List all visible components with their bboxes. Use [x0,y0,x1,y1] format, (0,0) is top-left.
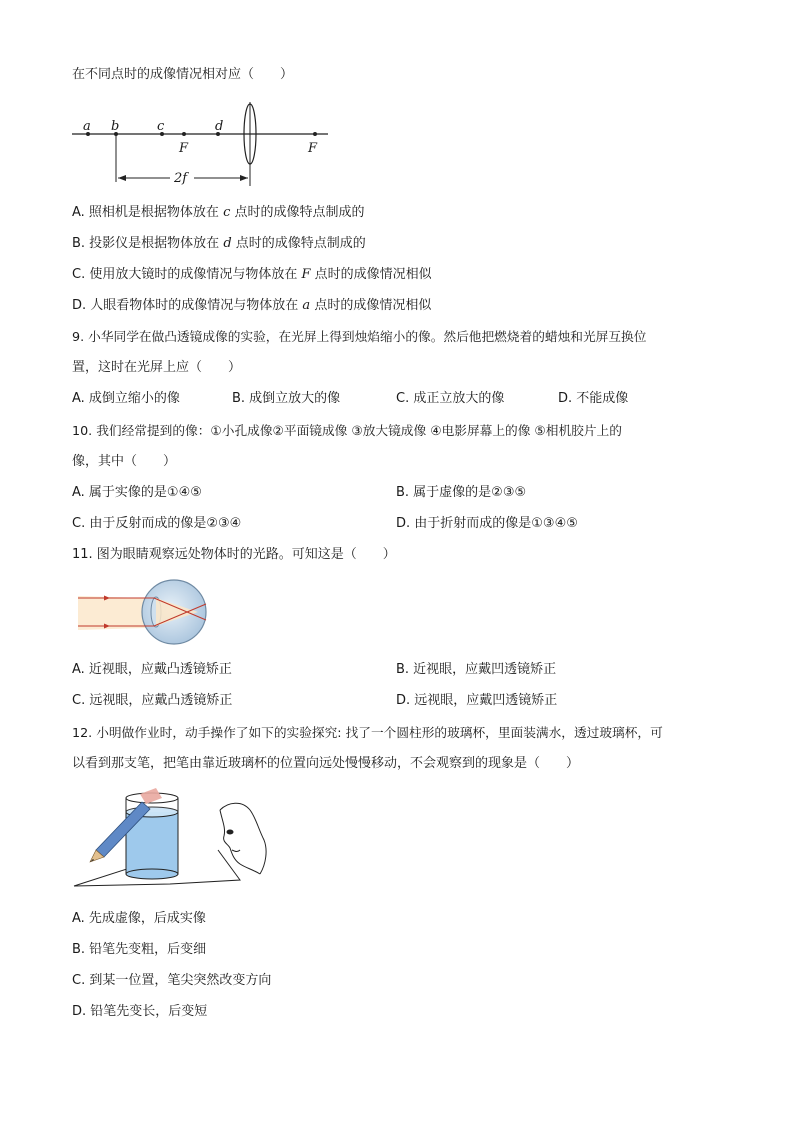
q9-stem-line2: 置，这时在光屏上应（ ） [72,360,242,375]
q9-stem-line1: 9. 小华同学在做凸透镜成像的实验，在光屏上得到烛焰缩小的像。然后他把燃烧着的蜡烛和光屏互换位 [72,329,647,344]
q12-option-d[interactable]: D. 铅笔先变长，后变短 [72,1004,208,1019]
q8-option-a[interactable]: A. 照相机是根据物体放在 c 点时的成像特点制成的 [72,205,365,220]
q9-option-a[interactable]: A. 成倒立缩小的像 [72,391,180,406]
q12-glass-pencil-diagram [70,780,310,900]
q9-option-c[interactable]: C. 成正立放大的像 [396,391,505,406]
q12-option-b[interactable]: B. 铅笔先变粗，后变细 [72,942,207,957]
diagram-label-a: a [83,119,91,134]
diagram-label-c: c [157,119,165,134]
q10-stem-line2: 像，其中（ ） [72,454,177,469]
q10-option-d[interactable]: D. 由于折射而成的像是①③④⑤ [396,516,578,531]
q10-option-c[interactable]: C. 由于反射而成的像是②③④ [72,516,242,531]
q12-stem-line1: 12. 小明做作业时，动手操作了如下的实验探究: 找了一个圆柱形的玻璃杯，里面装满水，透过玻璃杯，可 [72,725,663,740]
q11-option-c[interactable]: C. 远视眼，应戴凸透镜矫正 [72,693,233,708]
diagram-label-d: d [215,119,224,134]
q11-stem: 11. 图为眼睛观察远处物体时的光路。可知这是（ ） [72,547,396,562]
q8-option-d[interactable]: D. 人眼看物体时的成像情况与物体放在 a 点时的成像情况相似 [72,298,432,313]
q11-option-a[interactable]: A. 近视眼，应戴凸透镜矫正 [72,662,232,677]
q12-stem-line2: 以看到那支笔，把笔由靠近玻璃杯的位置向远处慢慢移动，不会观察到的现象是（ ） [72,756,580,771]
q11-option-b[interactable]: B. 近视眼，应戴凹透镜矫正 [396,662,557,677]
diagram-label-f-left: F [179,141,189,156]
q12-option-c[interactable]: C. 到某一位置，笔尖突然改变方向 [72,973,272,988]
q9-option-b[interactable]: B. 成倒立放大的像 [232,391,341,406]
q12-option-a[interactable]: A. 先成虚像，后成实像 [72,911,206,926]
q8-stem-tail: 在不同点时的成像情况相对应（ ） [72,67,294,82]
q9-option-d[interactable]: D. 不能成像 [558,391,629,406]
diagram-label-f-right: F [308,141,318,156]
q10-option-b[interactable]: B. 属于虚像的是②③⑤ [396,485,527,500]
q8-lens-diagram [70,108,340,188]
q10-stem-line1: 10. 我们经常提到的像：①小孔成像②平面镜成像 ③放大镜成像 ④电影屏幕上的像 ⑤相机胶片上的 [72,423,622,438]
q8-option-c[interactable]: C. 使用放大镜时的成像情况与物体放在 F 点时的成像情况相似 [72,267,432,282]
q10-option-a[interactable]: A. 属于实像的是①④⑤ [72,485,202,500]
q11-eye-diagram [70,576,220,651]
diagram-label-2f: 2f [174,171,188,186]
diagram-label-b: b [111,119,120,134]
q8-option-b[interactable]: B. 投影仪是根据物体放在 d 点时的成像特点制成的 [72,236,366,251]
q11-option-d[interactable]: D. 远视眼，应戴凹透镜矫正 [396,693,558,708]
